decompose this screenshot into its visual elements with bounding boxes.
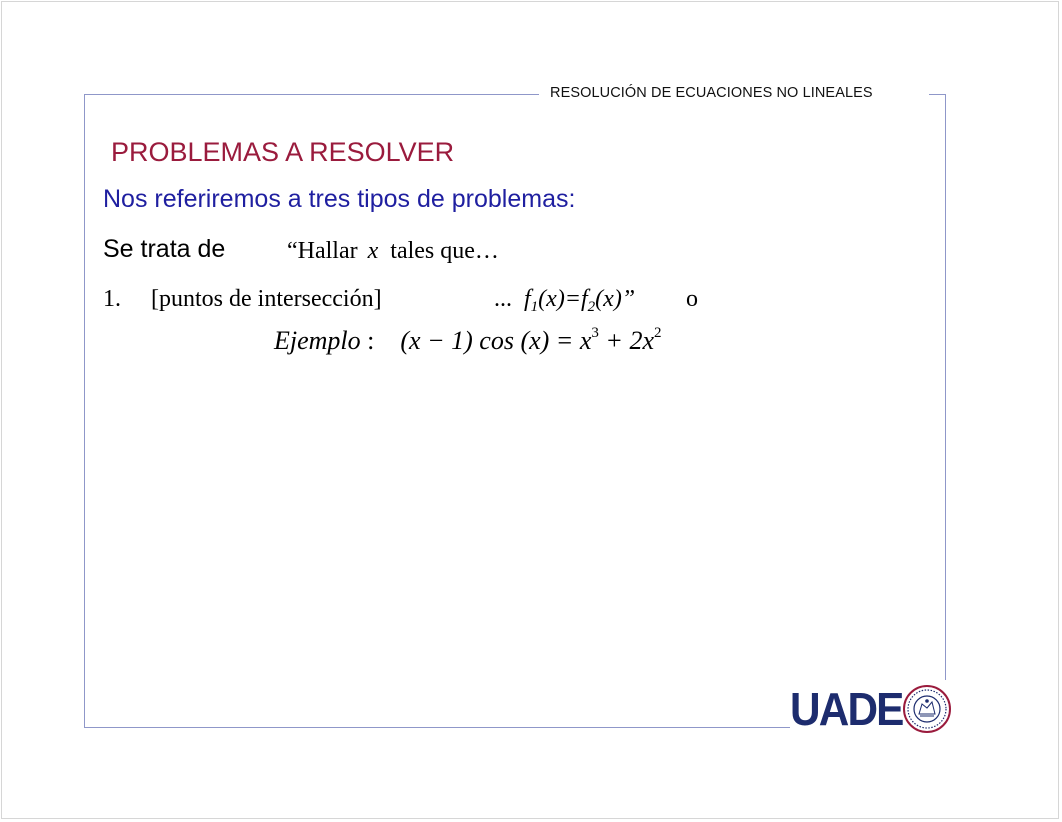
university-seal-icon [902,684,952,734]
item-description: [puntos de intersección] [151,286,382,312]
frame-bottom-line [84,727,790,728]
example-equation [274,325,662,356]
item-connector: o [686,286,698,312]
hallar-prefix: “Hallar [287,238,358,264]
example-exponent-3: 3 [591,325,599,341]
formula-sub-1: 1 [530,299,539,315]
formula-ellipsis: ... [494,286,512,312]
hallar-text [287,238,499,265]
item-number: 1. [103,286,121,312]
formula-mid: (x)=f [538,286,588,312]
slide-subtitle: Nos referiremos a tres tipos de problemas: [103,185,576,213]
frame-top-right-line [929,94,946,95]
frame-right-line [945,94,946,680]
hallar-variable: x [367,238,379,264]
item-formula [494,286,635,316]
logo-wordmark: UADE [790,683,903,735]
hallar-suffix: tales que… [390,238,499,264]
uade-logo [790,678,955,738]
example-exponent-2: 2 [654,325,662,341]
intro-text: Se trata de [103,235,226,263]
formula-sub-2: 2 [587,299,596,315]
formula-f: f [524,286,531,312]
slide-title: PROBLEMAS A RESOLVER [111,137,455,167]
example-colon: : [367,326,375,355]
frame-left-line [84,94,85,728]
example-plus: + 2x [598,326,654,355]
formula-end: (x)” [595,286,636,312]
example-label: Ejemplo [274,326,361,355]
section-header: RESOLUCIÓN DE ECUACIONES NO LINEALES [550,85,873,101]
example-lhs: (x − 1) cos (x) = x [400,326,592,355]
frame-top-left-line [84,94,539,95]
